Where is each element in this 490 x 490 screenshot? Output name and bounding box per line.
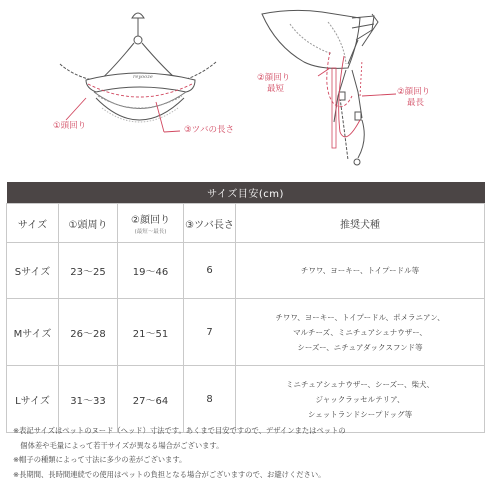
table-row (7, 243, 485, 299)
row-head: 23～25 (59, 243, 118, 299)
breed-line: シェットランドシープドッグ等 (307, 409, 413, 419)
head-circumference-label: ①頭回り (53, 121, 87, 131)
row-brim: 7 (184, 299, 236, 366)
note-line: 個体差や毛量によって若干サイズが異なる場合がございます。 (13, 440, 224, 450)
row-face: 19～46 (118, 243, 184, 299)
row-size: Mサイズ (7, 299, 59, 366)
row-face: 21～51 (118, 299, 184, 366)
header-brim: ③ツバ長さ (184, 204, 236, 243)
face-circumference-max-label: ②顔回り 最長 (397, 87, 431, 108)
table-title: サイズ目安(cm) (7, 182, 485, 204)
header-face-note: (最短〜最長) (134, 229, 167, 235)
face-measure-bracket (332, 68, 336, 148)
header-size: サイズ (7, 204, 59, 243)
breed-line: ジャックラッセルテリア、 (315, 394, 405, 404)
header-face-label: ②顔回り (131, 215, 170, 226)
breed-line: ミニチュアシュナウザー、シーズー、柴犬、 (286, 379, 434, 389)
size-table-container (6, 182, 484, 433)
row-head: 31～33 (59, 366, 118, 433)
row-face: 27～64 (118, 366, 184, 433)
note-line: ※長期間、長時間連続での使用はペットの負担となる場合がございますので、お避けください。 (13, 469, 326, 479)
breed-line: マルチーズ、ミニチュアシュナウザー、 (293, 327, 427, 337)
row-breeds (236, 299, 485, 366)
table-row (7, 366, 485, 433)
face-circumference-min-label: ②顔回り 最短 (257, 73, 291, 94)
row-brim: 8 (184, 366, 236, 433)
row-brim: 6 (184, 243, 236, 299)
brim-measure-line (156, 102, 180, 132)
header-breed: 推奨犬種 (236, 204, 485, 243)
row-size: Lサイズ (7, 366, 59, 433)
row-breeds (236, 243, 485, 299)
breed-line: チワワ、ヨーキー、トイプードル等 (300, 266, 420, 275)
size-table (6, 182, 485, 433)
breed-line: シーズー、ニチュアダックスフンド等 (297, 342, 423, 352)
note-line: ※帽子の種類によって寸法に多少の差がございます。 (13, 455, 187, 465)
table-header-row (7, 204, 485, 243)
size-notes (13, 424, 483, 482)
header-face (118, 204, 184, 243)
row-breeds (236, 366, 485, 433)
row-head: 26～28 (59, 299, 118, 366)
table-row (7, 299, 485, 366)
hat-top-view (60, 13, 216, 122)
row-size: Sサイズ (7, 243, 59, 299)
header-head: ①頭周り (59, 204, 118, 243)
brim-length-label: ③ツバの長さ (184, 125, 234, 135)
brand-mark: reyooze (133, 74, 153, 80)
breed-line: チワワ、ヨーキー、トイプードル、ポメラニアン、 (275, 312, 445, 322)
note-line: ※表記サイズはペットのヌード（ヘッド）寸法です。あくまで目安ですので、デザインまたはペットの (13, 426, 346, 435)
